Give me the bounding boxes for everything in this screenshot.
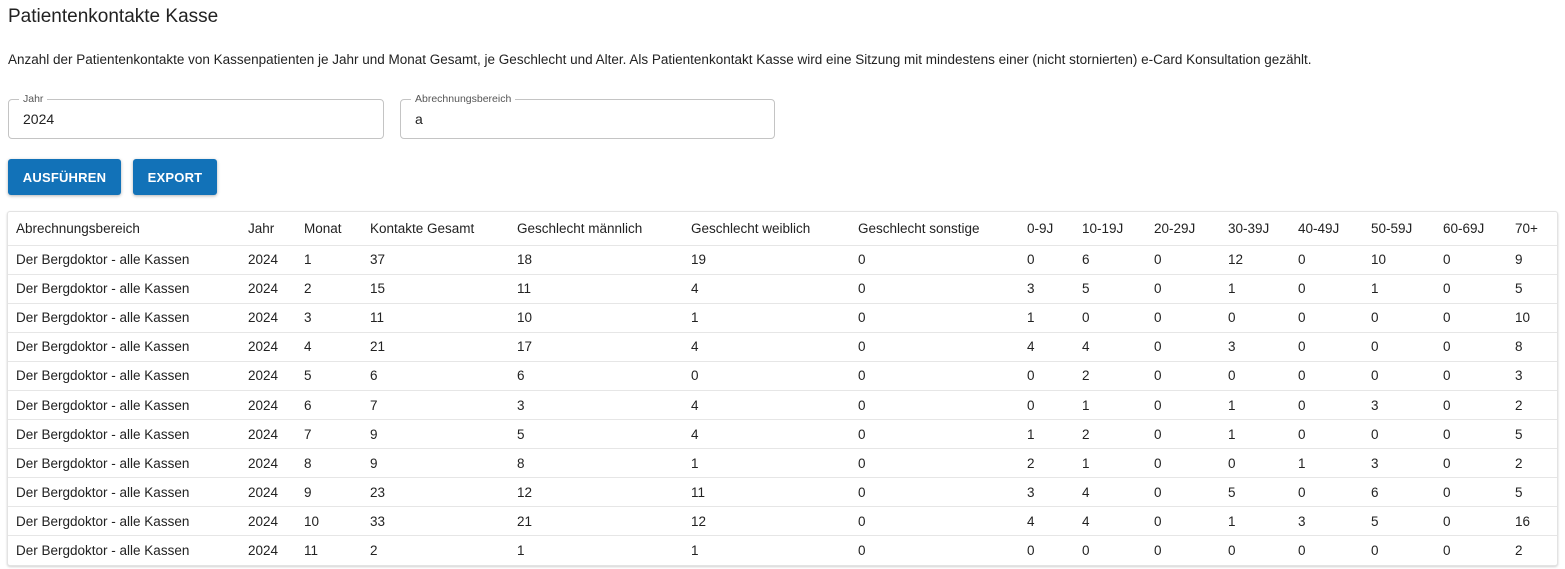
table-row[interactable] [8, 245, 1557, 274]
table-cell: 0 [1146, 332, 1220, 361]
table-cell: 8 [296, 449, 362, 478]
table-cell: 0 [1146, 449, 1220, 478]
table-row[interactable] [8, 274, 1557, 303]
table-row[interactable] [8, 361, 1557, 390]
table-cell: 10 [1507, 303, 1557, 332]
table-cell: 17 [509, 332, 683, 361]
table-cell: Der Bergdoktor - alle Kassen [8, 507, 240, 536]
table-cell: 6 [296, 390, 362, 419]
column-header[interactable]: Geschlecht weiblich [683, 212, 850, 245]
table-cell: 4 [683, 420, 850, 449]
table-cell: 0 [1290, 274, 1363, 303]
table-cell: 0 [1435, 274, 1507, 303]
results-table-container [7, 211, 1558, 566]
column-header[interactable]: 0-9J [1019, 212, 1074, 245]
table-cell: 16 [1507, 507, 1557, 536]
table-cell: 4 [683, 390, 850, 419]
table-cell: 0 [1435, 361, 1507, 390]
table-cell: 0 [1146, 390, 1220, 419]
year-field-value[interactable]: 2024 [23, 111, 55, 127]
table-cell: 15 [362, 274, 509, 303]
table-cell: 3 [1019, 274, 1074, 303]
table-cell: 4 [683, 274, 850, 303]
table-cell: 0 [850, 303, 1019, 332]
table-cell: 8 [1507, 332, 1557, 361]
column-header[interactable]: 20-29J [1146, 212, 1220, 245]
table-cell: 0 [1220, 303, 1290, 332]
table-body [8, 245, 1557, 565]
table-cell: 1 [683, 303, 850, 332]
table-cell: 0 [1435, 332, 1507, 361]
table-cell: 3 [1019, 478, 1074, 507]
table-cell: 21 [509, 507, 683, 536]
table-cell: 0 [850, 478, 1019, 507]
table-cell: 0 [1435, 420, 1507, 449]
table-cell: 9 [362, 420, 509, 449]
table-row[interactable] [8, 390, 1557, 419]
table-cell: 4 [1074, 478, 1146, 507]
table-cell: 10 [509, 303, 683, 332]
column-header[interactable]: 40-49J [1290, 212, 1363, 245]
table-cell: 0 [1146, 303, 1220, 332]
table-cell: 8 [509, 449, 683, 478]
table-cell: Der Bergdoktor - alle Kassen [8, 361, 240, 390]
table-cell: Der Bergdoktor - alle Kassen [16, 543, 190, 559]
table-cell: Der Bergdoktor - alle Kassen [8, 332, 240, 361]
table-cell: 0 [1435, 303, 1507, 332]
table-cell: 0 [1435, 449, 1507, 478]
table-cell: 3 [1363, 390, 1435, 419]
table-cell: 9 [362, 449, 509, 478]
table-cell: 1 [1220, 507, 1290, 536]
table-row[interactable] [8, 332, 1557, 361]
table-cell: 9 [296, 478, 362, 507]
table-cell: 11 [509, 274, 683, 303]
table-cell: 11 [304, 543, 319, 559]
table-cell: 23 [362, 478, 509, 507]
table-row[interactable] [8, 507, 1557, 536]
table-cell: 0 [1290, 245, 1363, 274]
table-cell: 4 [296, 332, 362, 361]
table-cell: 2 [1074, 420, 1146, 449]
table-cell: 0 [1027, 543, 1035, 559]
table-cell: 18 [509, 245, 683, 274]
table-cell: 4 [1019, 507, 1074, 536]
table-cell: 2024 [240, 332, 296, 361]
table-cell: Der Bergdoktor - alle Kassen [8, 245, 240, 274]
table-cell: 0 [1435, 478, 1507, 507]
table-cell: Der Bergdoktor - alle Kassen [8, 478, 240, 507]
table-cell: 0 [1363, 303, 1435, 332]
table-cell: 2024 [240, 449, 296, 478]
table-cell: 2 [296, 274, 362, 303]
run-button[interactable]: AUSFÜHREN [8, 159, 121, 195]
table-cell: 0 [1220, 449, 1290, 478]
table-cell: 0 [850, 420, 1019, 449]
column-header[interactable]: Geschlecht männlich [509, 212, 683, 245]
table-cell: 4 [1074, 507, 1146, 536]
table-cell: 2 [370, 543, 378, 559]
column-header[interactable]: 50-59J [1363, 212, 1435, 245]
table-cell: 5 [1220, 478, 1290, 507]
table-cell: 12 [683, 507, 850, 536]
table-cell: 2024 [240, 245, 296, 274]
table-cell: 10 [296, 507, 362, 536]
table-cell: 0 [1154, 543, 1162, 559]
column-header[interactable]: Geschlecht sonstige [850, 212, 1019, 245]
results-table [8, 212, 1557, 565]
table-cell: 6 [1363, 478, 1435, 507]
table-cell: 6 [362, 361, 509, 390]
table-cell: 0 [1298, 543, 1306, 559]
table-cell: 0 [1290, 303, 1363, 332]
table-cell: 2024 [248, 543, 279, 559]
table-cell: 1 [1220, 274, 1290, 303]
column-header[interactable]: 60-69J [1435, 212, 1507, 245]
table-cell: 1 [1220, 390, 1290, 419]
table-cell: 0 [850, 449, 1019, 478]
table-cell: 2024 [240, 478, 296, 507]
table-cell: 2 [1515, 543, 1523, 559]
table-cell: Der Bergdoktor - alle Kassen [8, 390, 240, 419]
table-cell: 0 [850, 390, 1019, 419]
table-cell: 1 [1019, 420, 1074, 449]
table-cell: 5 [296, 361, 362, 390]
year-field[interactable] [8, 93, 384, 139]
table-row[interactable] [8, 536, 1557, 565]
year-field-label: Jahr [19, 93, 47, 105]
table-cell: 7 [362, 390, 509, 419]
area-field-value[interactable]: a [415, 111, 423, 127]
table-cell: 12 [509, 478, 683, 507]
table-cell: Der Bergdoktor - alle Kassen [8, 420, 240, 449]
column-header[interactable]: Abrechnungsbereich [8, 212, 240, 245]
table-row[interactable] [8, 303, 1557, 332]
column-header[interactable]: Kontakte Gesamt [362, 212, 509, 245]
table-cell: 0 [1019, 390, 1074, 419]
table-cell: 3 [1290, 507, 1363, 536]
table-cell: 0 [1435, 390, 1507, 419]
table-cell: 4 [1019, 332, 1074, 361]
table-cell: 37 [362, 245, 509, 274]
table-cell: 21 [362, 332, 509, 361]
table-cell: 0 [850, 361, 1019, 390]
table-cell: 0 [1435, 245, 1507, 274]
table-cell: 5 [1363, 507, 1435, 536]
table-cell: Der Bergdoktor - alle Kassen [8, 303, 240, 332]
table-cell: 0 [1146, 274, 1220, 303]
table-cell: 1 [683, 449, 850, 478]
table-cell: 0 [850, 507, 1019, 536]
table-cell: 1 [1363, 274, 1435, 303]
table-cell: 0 [1146, 478, 1220, 507]
table-cell: 0 [1363, 361, 1435, 390]
page-description: Anzahl der Patientenkontakte von Kassenpatienten je Jahr und Monat Gesamt, je Geschlecht und Alter. Als Patientenkontakt Kasse wird eine Sitzung mit mindestens einer (nicht stornierten) e-Card Konsultation gezählt. [8, 52, 1312, 67]
table-cell: 5 [509, 420, 683, 449]
table-cell: 2024 [240, 507, 296, 536]
table-cell: 1 [1290, 449, 1363, 478]
table-cell: 4 [683, 332, 850, 361]
table-cell: 1 [1220, 420, 1290, 449]
table-cell: Der Bergdoktor - alle Kassen [8, 449, 240, 478]
table-row[interactable] [8, 449, 1557, 478]
table-cell: 19 [683, 245, 850, 274]
table-cell: 1 [1074, 449, 1146, 478]
table-cell: 3 [296, 303, 362, 332]
table-row[interactable] [8, 478, 1557, 507]
column-header[interactable]: 30-39J [1220, 212, 1290, 245]
table-cell: 1 [296, 245, 362, 274]
table-cell: 2024 [240, 274, 296, 303]
table-cell: 5 [1507, 478, 1557, 507]
table-cell: 0 [683, 361, 850, 390]
column-header[interactable]: 70+ [1507, 212, 1557, 245]
column-header[interactable]: Jahr [240, 212, 296, 245]
area-field-label: Abrechnungsbereich [411, 93, 515, 105]
table-cell: 0 [1363, 332, 1435, 361]
table-cell: 0 [1019, 361, 1074, 390]
table-cell: 1 [1074, 390, 1146, 419]
table-cell: 0 [1290, 420, 1363, 449]
table-cell: 2024 [240, 390, 296, 419]
table-cell: 5 [1507, 274, 1557, 303]
table-cell: 0 [1435, 507, 1507, 536]
table-cell: 0 [1290, 361, 1363, 390]
table-header-row [8, 212, 1557, 245]
column-header[interactable]: Monat [296, 212, 362, 245]
table-cell: 6 [509, 361, 683, 390]
table-cell: 0 [850, 274, 1019, 303]
column-header[interactable]: 10-19J [1074, 212, 1146, 245]
table-cell: 1 [1019, 303, 1074, 332]
table-cell: Der Bergdoktor - alle Kassen [8, 274, 240, 303]
table-cell: 0 [1074, 303, 1146, 332]
table-row[interactable] [8, 420, 1557, 449]
table-cell: 3 [1220, 332, 1290, 361]
table-cell: 0 [850, 245, 1019, 274]
table-cell: 33 [362, 507, 509, 536]
page-title: Patientenkontakte Kasse [8, 6, 219, 27]
table-cell: 2024 [240, 420, 296, 449]
table-cell: 7 [296, 420, 362, 449]
table-cell: 9 [1507, 245, 1557, 274]
table-cell: 11 [362, 303, 509, 332]
table-cell: 12 [1220, 245, 1290, 274]
table-cell: 0 [1146, 507, 1220, 536]
export-button[interactable]: EXPORT [133, 159, 217, 195]
table-cell: 0 [1228, 543, 1236, 559]
area-field[interactable] [400, 93, 775, 139]
table-cell: 0 [1290, 478, 1363, 507]
table-cell: 6 [1074, 245, 1146, 274]
table-cell: 5 [1074, 274, 1146, 303]
table-cell: 2024 [240, 361, 296, 390]
table-cell: 3 [509, 390, 683, 419]
table-cell: 2 [1074, 361, 1146, 390]
table-cell: 0 [1146, 245, 1220, 274]
table-cell: 0 [1146, 361, 1220, 390]
table-cell: 0 [1363, 420, 1435, 449]
table-cell: 0 [1220, 361, 1290, 390]
table-cell: 1 [691, 543, 699, 559]
table-cell: 0 [1290, 332, 1363, 361]
table-cell: 3 [1363, 449, 1435, 478]
table-cell: 2 [1019, 449, 1074, 478]
table-cell: 0 [1146, 420, 1220, 449]
table-cell: 4 [1074, 332, 1146, 361]
table-cell: 1 [517, 543, 525, 559]
table-cell: 0 [1290, 390, 1363, 419]
table-cell: 2 [1507, 449, 1557, 478]
table-cell: 2 [1507, 390, 1557, 419]
table-cell: 5 [1507, 420, 1557, 449]
table-cell: 0 [858, 543, 866, 559]
table-cell: 0 [1443, 543, 1451, 559]
table-cell: 0 [1082, 543, 1090, 559]
table-cell: 0 [850, 332, 1019, 361]
table-cell: 10 [1363, 245, 1435, 274]
table-cell: 3 [1507, 361, 1557, 390]
table-cell: 0 [1371, 543, 1379, 559]
table-cell: 11 [683, 478, 850, 507]
table-cell: 0 [1019, 245, 1074, 274]
table-cell: 2024 [240, 303, 296, 332]
